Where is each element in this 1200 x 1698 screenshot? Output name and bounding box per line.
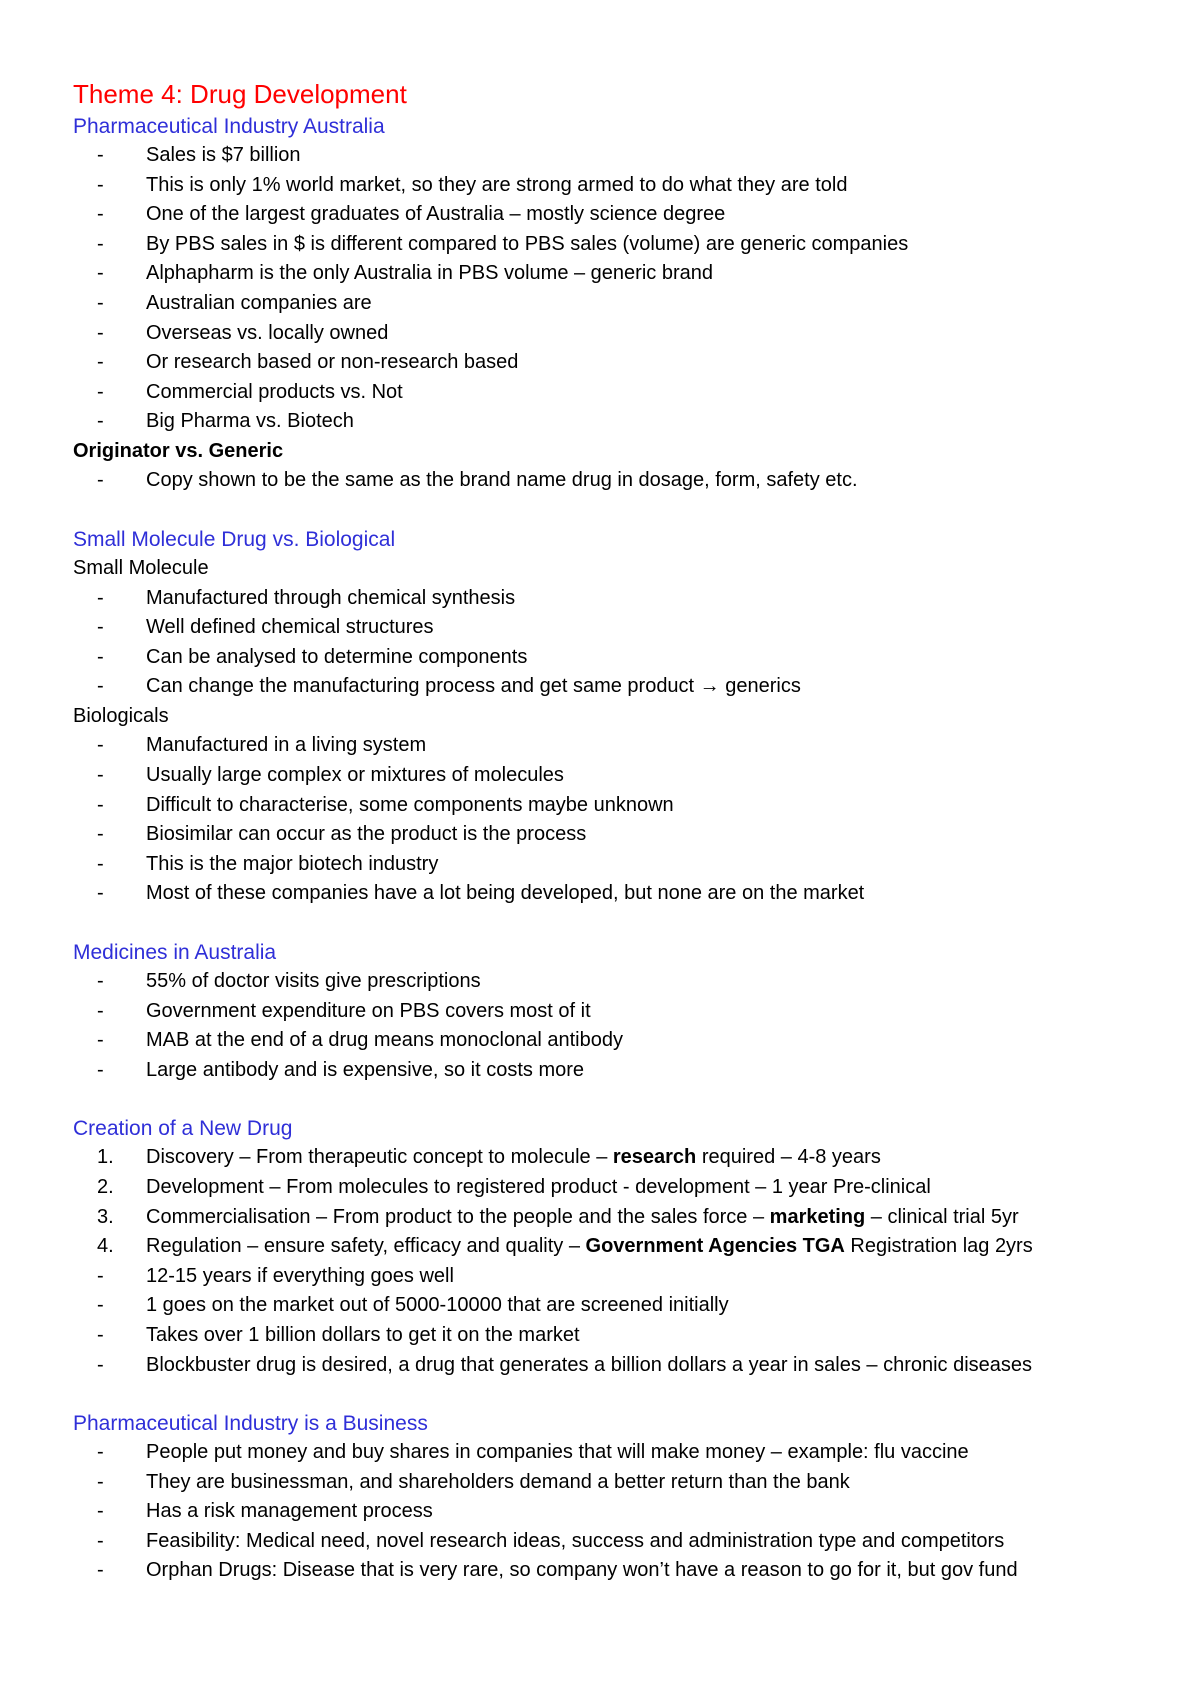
item-number: 4. — [97, 1235, 114, 1258]
list-item: - 55% of doctor visits give prescriptions — [73, 967, 1153, 997]
section-heading-business: Pharmaceutical Industry is a Business — [73, 1412, 428, 1436]
originator-generic-list — [73, 466, 1153, 496]
list-item: - One of the largest graduates of Australia – mostly science degree — [73, 200, 1153, 230]
list-item: - Blockbuster drug is desired, a drug that generates a billion dollars a year in sales – chronic diseases — [73, 1351, 1153, 1381]
section-heading-medicines: Medicines in Australia — [73, 940, 277, 964]
list-item: - People put money and buy shares in companies that will make money – example: flu vaccine — [73, 1438, 1153, 1468]
item-text: Commercialisation – From product to the people and the sales force – — [146, 1205, 770, 1228]
list-item: - This is only 1% world market, so they are strong armed to do what they are told — [73, 171, 1153, 201]
list-item: - Most of these companies have a lot being developed, but none are on the market — [73, 879, 1153, 909]
list-item: - Has a risk management process — [73, 1497, 1153, 1527]
item-text: Discovery – From therapeutic concept to molecule – — [146, 1146, 613, 1169]
list-item: - MAB at the end of a drug means monoclonal antibody — [73, 1026, 1153, 1056]
item-text: – clinical trial 5yr — [865, 1205, 1019, 1228]
business-list — [73, 1438, 1153, 1586]
list-item: - They are businessman, and shareholders demand a better return than the bank — [73, 1468, 1153, 1498]
item-text: required – 4-8 years — [696, 1146, 881, 1169]
creation-steps-list — [73, 1143, 1153, 1261]
item-bold-text: marketing — [769, 1205, 866, 1228]
list-item: - Biosimilar can occur as the product is the process — [73, 820, 1153, 850]
list-item: - Commercial products vs. Not — [73, 378, 1153, 408]
list-item: - Or research based or non-research based — [73, 348, 1153, 378]
list-item: - Australian companies are — [73, 289, 1153, 319]
subheading-biologicals: Biologicals — [73, 704, 169, 727]
item-number: 3. — [97, 1205, 114, 1228]
section-heading-small-molecule: Small Molecule Drug vs. Biological — [73, 528, 396, 552]
list-item: - Takes over 1 billion dollars to get it on the market — [73, 1321, 1153, 1351]
numbered-item — [73, 1143, 1153, 1173]
section-heading-pharma-industry: Pharmaceutical Industry Australia — [73, 115, 385, 138]
subheading-originator-generic: Originator vs. Generic — [73, 439, 284, 462]
list-item: - Copy shown to be the same as the brand name drug in dosage, form, safety etc. — [73, 466, 1153, 496]
list-item: - Can be analysed to determine components — [73, 643, 1153, 673]
item-text: Regulation – ensure safety, efficacy and quality – — [146, 1235, 586, 1258]
section-heading-creation: Creation of a New Drug — [73, 1117, 293, 1141]
list-item: - Manufactured in a living system — [73, 731, 1153, 761]
item-number: 1. — [97, 1146, 114, 1169]
biologicals-list — [73, 731, 1153, 909]
item-bold-text: research — [612, 1146, 697, 1169]
list-item: - 1 goes on the market out of 5000-10000 that are screened initially — [73, 1291, 1153, 1321]
list-item: - Can change the manufacturing process and get same product → generics — [73, 672, 1153, 702]
item-bold-text: Government Agencies TGA — [585, 1235, 845, 1258]
list-item: - Alphapharm is the only Australia in PBS volume – generic brand — [73, 259, 1153, 289]
item-text: Registration lag 2yrs — [844, 1235, 1033, 1258]
spacer — [73, 1380, 1153, 1409]
item-number: 2. — [97, 1175, 114, 1198]
numbered-item — [73, 1173, 1153, 1203]
item-text: Development – From molecules to registered product - development – 1 year Pre-clinical — [146, 1175, 931, 1198]
numbered-item — [73, 1232, 1153, 1262]
subheading-small-molecule: Small Molecule — [73, 557, 209, 580]
list-item: - Sales is $7 billion — [73, 141, 1153, 171]
list-item: - This is the major biotech industry — [73, 850, 1153, 880]
spacer — [73, 1085, 1153, 1114]
list-item: - Orphan Drugs: Disease that is very rare, so company won’t have a reason to go for it, but gov fund — [73, 1556, 1153, 1586]
document-page — [73, 78, 1153, 1586]
list-item: - By PBS sales in $ is different compared to PBS sales (volume) are generic companies — [73, 230, 1153, 260]
list-item: - 12-15 years if everything goes well — [73, 1262, 1153, 1292]
list-item: - Manufactured through chemical synthesis — [73, 584, 1153, 614]
list-item: - Difficult to characterise, some components maybe unknown — [73, 791, 1153, 821]
creation-notes-list — [73, 1262, 1153, 1380]
list-item: - Overseas vs. locally owned — [73, 319, 1153, 349]
page-title: Theme 4: Drug Development — [73, 79, 407, 109]
list-item: - Big Pharma vs. Biotech — [73, 407, 1153, 437]
spacer — [73, 496, 1153, 525]
list-item: - Well defined chemical structures — [73, 613, 1153, 643]
spacer — [73, 909, 1153, 938]
list-item: - Government expenditure on PBS covers most of it — [73, 997, 1153, 1027]
medicines-list — [73, 967, 1153, 1085]
small-molecule-list — [73, 584, 1153, 702]
numbered-item — [73, 1203, 1153, 1233]
pharma-industry-list — [73, 141, 1153, 437]
list-item: - Usually large complex or mixtures of molecules — [73, 761, 1153, 791]
list-item: - Feasibility: Medical need, novel research ideas, success and administration type and competitors — [73, 1527, 1153, 1557]
list-item: - Large antibody and is expensive, so it costs more — [73, 1056, 1153, 1086]
